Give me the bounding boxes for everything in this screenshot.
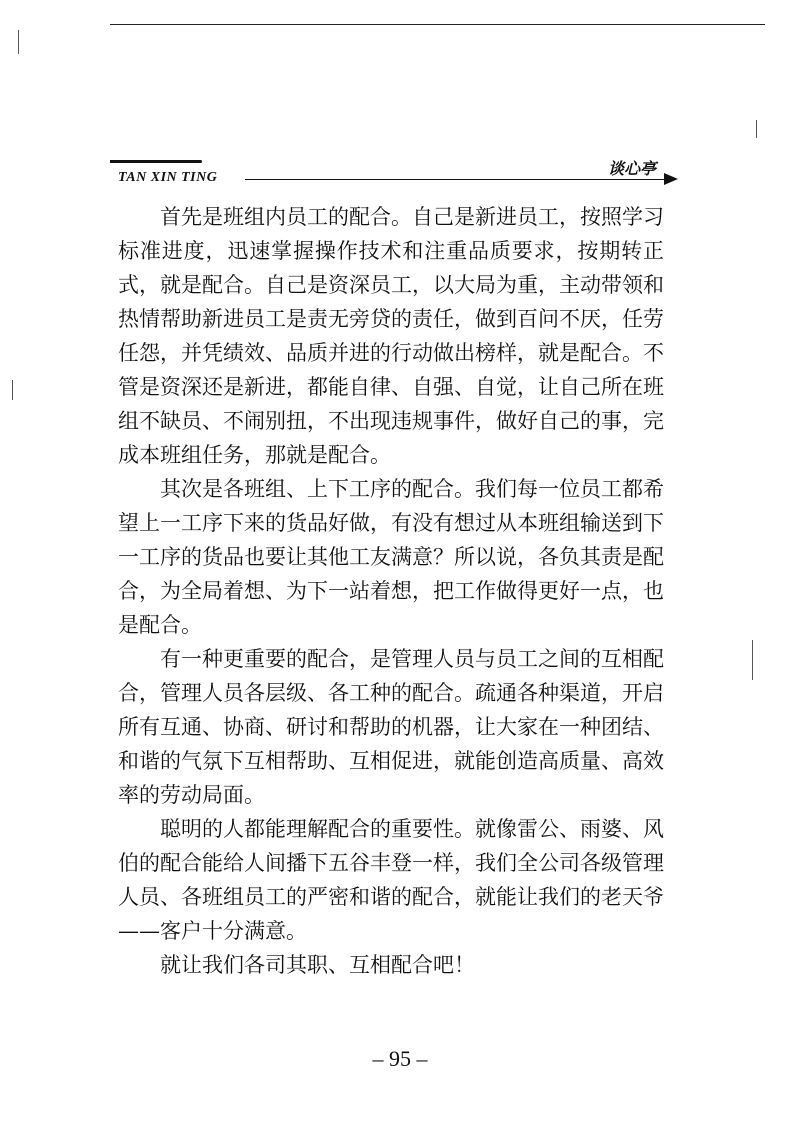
scan-edge-mark (752, 640, 753, 680)
paragraph: 就让我们各司其职、互相配合吧！ (160, 953, 475, 977)
article-body (118, 200, 664, 982)
paragraph: 其次是各班组、上下工序的配合。我们每一位员工都希望上一工序下来的货品好做，有没有想过从本班组输送到下一工序的货品也要让其他工友满意？所以说，各负其责是配合，为全局着想、为下一站着想，把工作做得更好一点，也是配合。 (118, 477, 664, 637)
scan-edge-mark (18, 30, 19, 54)
header-thick-rule (110, 160, 202, 163)
header-latin-title: TAN XIN TING (118, 170, 218, 185)
header-column-title: 谈心亭 (608, 159, 657, 178)
scan-edge-mark (756, 120, 757, 138)
scan-edge-mark (12, 380, 13, 400)
paragraph: 首先是班组内员工的配合。自己是新进员工，按照学习标准进度，迅速掌握操作技术和注重品质要求，按期转正式，就是配合。自己是资深员工，以大局为重，主动带领和热情帮助新进员工是责无旁贷的责任，做到百问不厌，任劳任怨，并凭绩效、品质并进的行动做出榜样，就是配合。不管是资深还是新进，都能自律、自强、自觉，让自己所在班组不缺员、不闹别扭，不出现违规事件，做好自己的事，完成本班组任务，那就是配合。 (118, 205, 664, 467)
running-header (110, 158, 682, 194)
header-rule-line (245, 179, 668, 180)
top-border-rule (110, 24, 765, 25)
page-number: – 95 – (372, 1046, 428, 1071)
paragraph: 聪明的人都能理解配合的重要性。就像雷公、雨婆、风伯的配合能给人间播下五谷丰登一样，我们全公司各级管理人员、各班组员工的严密和谐的配合，就能让我们的老天爷——客户十分满意。 (118, 817, 664, 943)
paragraph: 有一种更重要的配合，是管理人员与员工之间的互相配合，管理人员各层级、各工种的配合。疏通各种渠道，开启所有互通、协商、研讨和帮助的机器，让大家在一种团结、和谐的气氛下互相帮助、互相促进，就能创造高质量、高效率的劳动局面。 (118, 647, 664, 807)
arrow-right-icon (664, 173, 678, 185)
